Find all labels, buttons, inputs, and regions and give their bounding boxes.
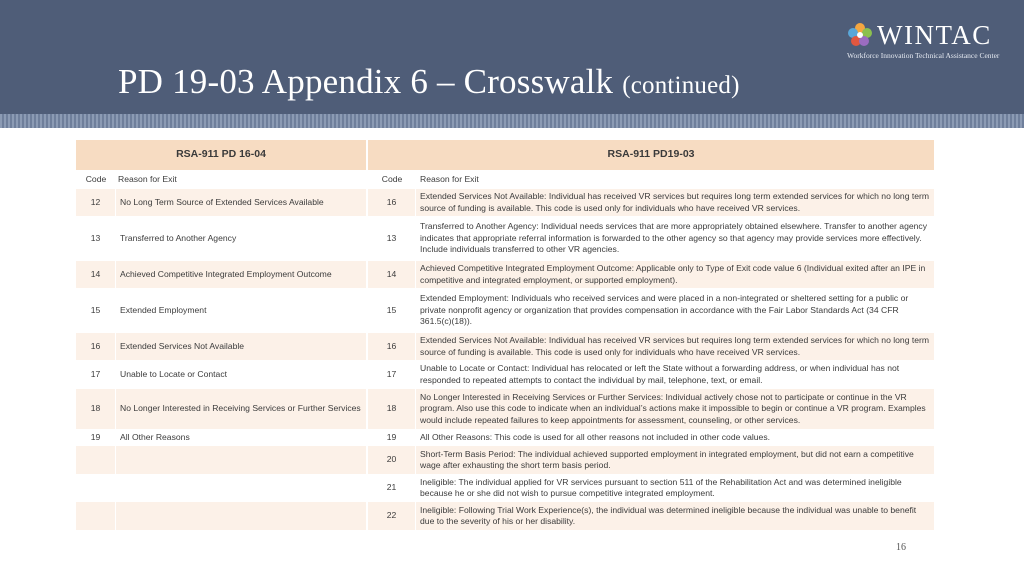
logo-flower-icon xyxy=(845,20,875,50)
slide-title-main: PD 19-03 Appendix 6 – Crosswalk xyxy=(118,62,614,101)
old-reason-cell: No Long Term Source of Extended Services Available xyxy=(116,189,368,216)
table-row xyxy=(76,360,934,389)
new-code-cell: 19 xyxy=(368,429,416,446)
header-stripe xyxy=(0,114,1024,128)
old-reason-cell: Extended Employment xyxy=(116,288,368,333)
col-header-old-reason: Reason for Exit xyxy=(116,170,368,189)
crosswalk-rows xyxy=(76,189,934,530)
new-code-cell: 20 xyxy=(368,446,416,474)
old-reason-cell xyxy=(116,446,368,474)
old-code-cell: 17 xyxy=(76,360,116,389)
table-row xyxy=(76,216,934,261)
old-code-cell: 15 xyxy=(76,288,116,333)
table-row xyxy=(76,389,934,429)
old-code-cell xyxy=(76,446,116,474)
column-header-row xyxy=(76,170,934,189)
left-group-header: RSA-911 PD 16-04 xyxy=(76,140,368,170)
old-code-cell: 13 xyxy=(76,216,116,261)
page-number: 16 xyxy=(896,542,906,553)
table-row xyxy=(76,333,934,360)
slide-title xyxy=(118,62,740,102)
new-reason-cell: Ineligible: The individual applied for VR services pursuant to section 511 of the Rehabilitation Act and was determined ineligible because he or she did not wish to pursue competitive integrated employment. xyxy=(416,474,934,502)
old-reason-cell xyxy=(116,502,368,530)
new-code-cell: 17 xyxy=(368,360,416,389)
new-reason-cell: Unable to Locate or Contact: Individual has relocated or left the State without a forwarding address, or when individual has not responded to repeated attempts to contact the individual by mail, telephone, text, or email. xyxy=(416,360,934,389)
wintac-logo xyxy=(845,20,1015,64)
crosswalk-table xyxy=(76,140,934,530)
old-reason-cell xyxy=(116,474,368,502)
new-reason-cell: All Other Reasons: This code is used for all other reasons not included in other code values. xyxy=(416,429,934,446)
table-row xyxy=(76,261,934,288)
new-reason-cell: Short-Term Basis Period: The individual achieved supported employment in integrated employment, but did not earn a competitive wage after exhausting the short term basis period. xyxy=(416,446,934,474)
old-code-cell xyxy=(76,474,116,502)
title-bar xyxy=(0,0,1024,114)
group-header-row xyxy=(76,140,934,170)
old-reason-cell: Achieved Competitive Integrated Employment Outcome xyxy=(116,261,368,288)
old-code-cell xyxy=(76,502,116,530)
new-code-cell: 14 xyxy=(368,261,416,288)
table-row xyxy=(76,474,934,502)
new-code-cell: 16 xyxy=(368,333,416,360)
new-code-cell: 18 xyxy=(368,389,416,429)
new-code-cell: 21 xyxy=(368,474,416,502)
new-reason-cell: Ineligible: Following Trial Work Experience(s), the individual was determined ineligible because the individual was unable to benefit due to the severity of his or her disability. xyxy=(416,502,934,530)
new-code-cell: 16 xyxy=(368,189,416,216)
table-row xyxy=(76,288,934,333)
old-code-cell: 18 xyxy=(76,389,116,429)
table-row xyxy=(76,189,934,216)
table-row xyxy=(76,502,934,530)
new-code-cell: 15 xyxy=(368,288,416,333)
new-code-cell: 22 xyxy=(368,502,416,530)
table-row xyxy=(76,429,934,446)
old-reason-cell: Extended Services Not Available xyxy=(116,333,368,360)
old-code-cell: 14 xyxy=(76,261,116,288)
right-group-header: RSA-911 PD19-03 xyxy=(368,140,934,170)
logo-name: WINTAC xyxy=(877,20,992,50)
col-header-new-code: Code xyxy=(368,170,416,189)
old-code-cell: 12 xyxy=(76,189,116,216)
old-reason-cell: Unable to Locate or Contact xyxy=(116,360,368,389)
old-code-cell: 16 xyxy=(76,333,116,360)
new-reason-cell: Extended Employment: Individuals who received services and were placed in a non-integrated or sheltered setting for a public or private nonprofit agency or organization that provides compensation in accordance with the Fair Labor Standards Act (34 CFR 361.5(c)(18)). xyxy=(416,288,934,333)
new-reason-cell: Extended Services Not Available: Individual has received VR services but requires long term extended services for which no long term source of funding is available. This code is used only for individuals who have received VR services. xyxy=(416,189,934,216)
new-code-cell: 13 xyxy=(368,216,416,261)
new-reason-cell: Extended Services Not Available: Individual has received VR services but requires long term extended services for which no long term source of funding is available. This code is used only for individuals who have received VR services. xyxy=(416,333,934,360)
new-reason-cell: Transferred to Another Agency: Individual needs services that are more appropriately obtained elsewhere. Transfer to another agency indicates that appropriate referral information is forwarded to the other agency so that agency may provide services more effectively. Include individuals transferred to other VR agencies. xyxy=(416,216,934,261)
new-reason-cell: No Longer Interested in Receiving Services or Further Services: Individual actively chose not to participate or continue in the VR program. Also use this code to indicate when an individual’s actions make it impossible to begin or continue a VR program. Examples would include repeated failures to keep appointments for assessment, counseling, or other services. xyxy=(416,389,934,429)
col-header-new-reason: Reason for Exit xyxy=(416,170,934,189)
slide-title-suffix: (continued) xyxy=(622,72,740,99)
old-reason-cell: Transferred to Another Agency xyxy=(116,216,368,261)
old-reason-cell: All Other Reasons xyxy=(116,429,368,446)
old-code-cell: 19 xyxy=(76,429,116,446)
old-reason-cell: No Longer Interested in Receiving Services or Further Services xyxy=(116,389,368,429)
new-reason-cell: Achieved Competitive Integrated Employment Outcome: Applicable only to Type of Exit code value 6 (Individual exited after an IPE in competitive and integrated employment, or supported employment). xyxy=(416,261,934,288)
logo-tagline: Workforce Innovation Technical Assistance Center xyxy=(847,51,1000,60)
col-header-old-code: Code xyxy=(76,170,116,189)
table-row xyxy=(76,446,934,474)
